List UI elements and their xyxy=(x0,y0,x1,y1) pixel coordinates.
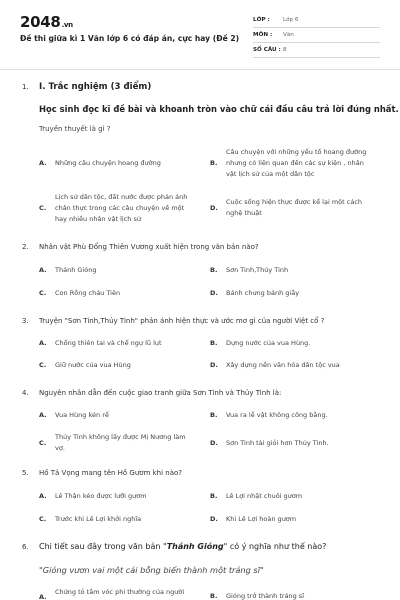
option-label: A. xyxy=(39,492,47,500)
site-logo[interactable] xyxy=(20,13,73,31)
option-text: Con Rồng cháu Tiên xyxy=(55,289,121,297)
option-b[interactable] xyxy=(210,265,288,276)
meta-row-subject xyxy=(253,28,380,43)
option-text: Giữ nước của vua Hùng xyxy=(55,361,131,369)
option-line: vật lịch sử của một dân tộc xyxy=(226,170,315,178)
question-number: 5. xyxy=(22,469,29,477)
meta-row-count xyxy=(253,43,380,58)
option-text: Lê Lợi nhặt chuôi gươm xyxy=(226,492,303,500)
option-line: nghệ thuật xyxy=(226,209,262,217)
option-text xyxy=(226,147,366,180)
document-meta xyxy=(253,13,380,58)
option-line: Lịch sử dân tộc, đất nước được phản ánh xyxy=(55,193,188,201)
option-c[interactable] xyxy=(39,192,207,225)
question-text: Nhân vật Phù Đổng Thiên Vương xuất hiện trong văn bản nào? xyxy=(39,243,259,251)
question-text-bold: Thánh Gióng xyxy=(166,542,224,551)
question-number: 2. xyxy=(22,243,29,251)
option-line: chân thực trong các câu chuyện về một xyxy=(55,204,185,212)
instruction: Học sinh đọc kĩ đề bài và khoanh tròn vào chữ cái đầu câu trả lời đúng nhất. xyxy=(39,104,399,114)
option-text: Lê Thận kéo được lưỡi gươm xyxy=(55,492,147,500)
document-header xyxy=(0,0,400,70)
option-text xyxy=(226,197,362,219)
question-text-before: Chi tiết sau đây trong văn bản " xyxy=(39,542,167,551)
meta-key: MÔN : xyxy=(253,32,273,38)
option-d[interactable] xyxy=(210,288,299,299)
section-title: I. Trắc nghiệm (3 điểm) xyxy=(39,82,152,92)
option-b[interactable] xyxy=(210,410,328,421)
option-a[interactable] xyxy=(39,410,109,421)
question-number: 1. xyxy=(22,83,29,91)
option-label: C. xyxy=(39,204,47,212)
option-label: D. xyxy=(210,361,218,369)
option-label: B. xyxy=(210,159,218,167)
option-text: Trước khi Lê Lợi khởi nghĩa xyxy=(55,515,142,523)
meta-key: SỐ CÂU : xyxy=(253,47,281,53)
logo-main: 2048 xyxy=(20,13,61,31)
option-line: vợ. xyxy=(55,444,65,452)
option-label: B. xyxy=(210,411,218,419)
option-text xyxy=(55,192,187,225)
meta-value: Văn xyxy=(283,32,294,38)
option-label: A. xyxy=(39,593,47,600)
option-label: C. xyxy=(39,515,47,523)
option-text: Gióng trở thành tráng sĩ xyxy=(226,592,305,600)
question-number: 6. xyxy=(22,543,29,551)
option-label: B. xyxy=(210,592,218,600)
option-label: D. xyxy=(210,439,218,447)
option-c[interactable] xyxy=(39,514,141,525)
option-text: Sơn Tinh tài giỏi hơn Thủy Tinh. xyxy=(226,439,329,447)
quote-text: "Gióng vươn vai một cái bỗng biến thành một tráng sĩ" xyxy=(39,565,264,575)
header-divider xyxy=(0,69,400,70)
option-text: Những câu chuyện hoang đường xyxy=(55,159,161,167)
option-line: hay nhiều nhân vật lịch sử xyxy=(55,215,141,223)
meta-value: Lớp 6 xyxy=(283,17,299,23)
option-text: Vua Hùng kén rể xyxy=(55,411,109,419)
option-line: Câu chuyện với những yếu tố hoang đường xyxy=(226,148,367,156)
logo-suffix: .vn xyxy=(61,21,73,29)
option-text: Sơn Tinh,Thủy Tinh xyxy=(226,266,289,274)
option-label: A. xyxy=(39,159,47,167)
option-label: A. xyxy=(39,411,47,419)
meta-key: LỚP : xyxy=(253,17,270,23)
option-label: C. xyxy=(39,361,47,369)
option-a[interactable] xyxy=(39,265,96,276)
option-text: Chống thiên tai và chế ngự lũ lụt xyxy=(55,339,162,347)
option-a[interactable] xyxy=(39,158,204,169)
option-b[interactable] xyxy=(210,338,310,349)
option-d[interactable] xyxy=(210,360,340,371)
option-label: B. xyxy=(210,339,218,347)
option-a[interactable] xyxy=(39,587,184,600)
option-text: Bánh chưng bánh giầy xyxy=(226,289,300,297)
option-label: B. xyxy=(210,492,218,500)
option-c[interactable] xyxy=(39,360,131,371)
option-d[interactable] xyxy=(210,438,329,449)
option-text: Khi Lê Lợi hoàn gươm xyxy=(226,515,297,523)
meta-value: 8 xyxy=(283,47,287,53)
option-label: D. xyxy=(210,289,218,297)
option-label: D. xyxy=(210,515,218,523)
question-text: Truyện "Sơn Tinh,Thủy Tinh" phản ánh hiện thực và ước mơ gì của người Việt cổ ? xyxy=(39,317,325,325)
option-text: Vua ra lễ vật không công bằng. xyxy=(226,411,328,419)
option-label: A. xyxy=(39,266,47,274)
option-b[interactable] xyxy=(210,147,385,180)
question-number: 4. xyxy=(22,389,29,397)
question-text-after: " có ý nghĩa như thế nào? xyxy=(223,542,327,551)
option-label: C. xyxy=(39,289,47,297)
document-title: Đề thi giữa kì 1 Văn lớp 6 có đáp án, cực hay (Đề 2) xyxy=(20,34,240,43)
option-label: B. xyxy=(210,266,218,274)
meta-row-class xyxy=(253,13,380,28)
option-d[interactable] xyxy=(210,514,296,525)
option-label: D. xyxy=(210,204,218,212)
question-number: 3. xyxy=(22,317,29,325)
option-c[interactable] xyxy=(39,432,207,454)
option-line: Thủy Tinh không lấy được Mị Nương làm xyxy=(55,433,186,441)
option-c[interactable] xyxy=(39,288,120,299)
option-text: Xây dựng nền văn hóa dân tộc vua xyxy=(226,361,340,369)
option-a[interactable] xyxy=(39,491,147,502)
question-text: Nguyên nhân dẫn đến cuộc giao tranh giữa Sơn Tinh và Thủy Tinh là: xyxy=(39,389,282,397)
option-text: Thánh Gióng xyxy=(55,266,97,274)
option-label: A. xyxy=(39,339,47,347)
option-text: Dựng nước của vua Hùng. xyxy=(226,339,311,347)
question-text: Truyền thuyết là gì ? xyxy=(39,125,111,133)
option-line: nhưng có liên quan đến các sự kiện , nhân xyxy=(226,159,364,167)
question-text xyxy=(39,542,326,551)
question-text: Hồ Tả Vọng mang tên Hồ Gươm khi nào? xyxy=(39,469,183,477)
option-line: Cuộc sống hiện thực được kể lại một cách xyxy=(226,198,363,206)
option-d[interactable] xyxy=(210,197,385,219)
option-label: C. xyxy=(39,439,47,447)
option-text: Chứng tỏ tầm vóc phi thường của người xyxy=(55,588,185,596)
option-b[interactable] xyxy=(210,491,302,502)
option-text xyxy=(55,432,186,454)
option-a[interactable] xyxy=(39,338,162,349)
option-b[interactable] xyxy=(210,591,304,600)
